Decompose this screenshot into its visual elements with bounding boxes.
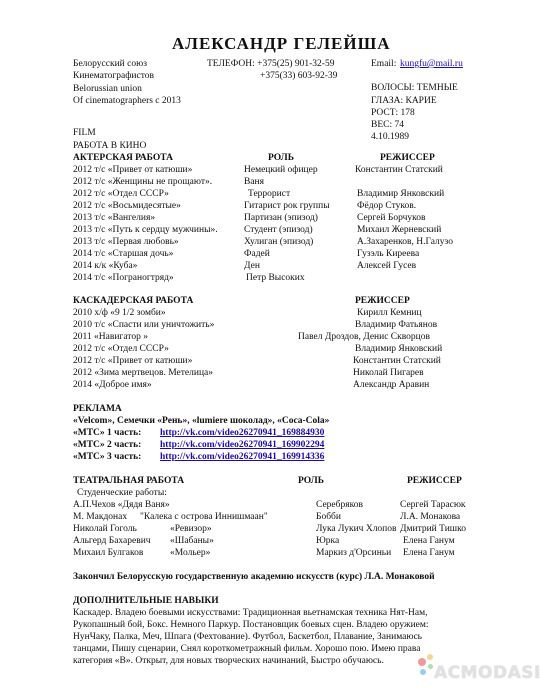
attribute-eyes: ГЛАЗА: КАРИЕ xyxy=(371,96,437,106)
watermark-text: ACMODASI xyxy=(434,663,541,683)
theatre-role: Серебряков xyxy=(316,500,363,510)
theatre-role: Лука Лукич Хлопов xyxy=(316,524,397,534)
theatre-author: М. Макдонах xyxy=(73,512,128,522)
acting-director: Сергей Борчуков xyxy=(357,213,426,223)
watermark-dot-icon xyxy=(428,664,433,669)
email-link[interactable]: kungfu@mail.ru xyxy=(400,59,463,69)
stunt-director: Александр Аравин xyxy=(353,380,430,390)
acting-work: 2014 к/к «Куба» xyxy=(73,261,138,271)
theatre-author: Михаил Булгаков xyxy=(73,548,144,558)
stunt-work: 2010 т/с «Спасти или уничтожить» xyxy=(73,320,215,330)
theatre-play: "Калека с острова Иннишмаан" xyxy=(140,512,268,522)
acting-work: 2012 т/с «Отдел СССР» xyxy=(73,189,169,199)
acting-role: Петр Высоких xyxy=(246,273,305,283)
stunt-director: Владимир Янковский xyxy=(355,344,443,354)
attribute-birthdate: 4.10.1989 xyxy=(371,132,409,142)
skills-line: НунЧаку, Палка, Меч, Шпага (Фехтование). Футбол, Баскетбол, Плавание, Занимаюсь xyxy=(73,632,423,642)
skills-header: ДОПОЛНИТЕЛЬНЫЕ НАВЫКИ xyxy=(73,596,219,606)
union-line: Белорусский союз xyxy=(73,59,147,69)
stunt-work: 2010 х/ф «9 1/2 зомби» xyxy=(73,308,166,318)
ad-label: «МТС» 1 часть: xyxy=(73,428,142,438)
acting-director: Фёдор Стуков. xyxy=(357,201,417,211)
stunt-director: Николай Пигарев xyxy=(353,368,424,378)
union-line: Belorussian union xyxy=(73,84,142,94)
theatre-role: Юрка xyxy=(316,536,340,546)
acting-work: 2013 т/с «Первая любовь» xyxy=(73,237,179,247)
stunt-director: Константин Статский xyxy=(353,356,441,366)
acting-work: 2013 т/с «Вангелия» xyxy=(73,213,156,223)
theatre-role: Бобби xyxy=(316,512,341,522)
acting-work: 2014 т/с «Старшая дочь» xyxy=(73,249,174,259)
acting-role: Фадей xyxy=(244,249,270,259)
theatre-author: Альгерд Бахаревич xyxy=(73,536,151,546)
acting-director: Владимир Янковский xyxy=(357,189,445,199)
acting-role: Хулиган (эпизод) xyxy=(244,237,314,247)
ad-video-link[interactable]: http://vk.com/video26270941_169902294 xyxy=(160,440,325,450)
theatre-play: «Ревизор» xyxy=(170,524,212,534)
acting-role: Террорист xyxy=(248,189,291,199)
theatre-header-role: РОЛЬ xyxy=(298,476,325,486)
acting-role: Партизан (эпизод) xyxy=(244,213,318,223)
acting-work: 2012 т/с «Женщины не прощают». xyxy=(73,177,213,187)
ad-video-link[interactable]: http://vk.com/video26270941_169884930 xyxy=(160,428,325,438)
watermark-dot-icon xyxy=(418,658,426,666)
stunt-work: 2014 «Доброе имя» xyxy=(73,380,152,390)
email-label: Email: xyxy=(371,59,397,69)
acting-director: Михаил Жерневский xyxy=(357,225,442,235)
acting-header-work: АКТЕРСКАЯ РАБОТА xyxy=(73,153,173,163)
skills-line: Каскадер. Владею боевыми искусствами: Традиционная вьетнамская техника Нят-Нам, xyxy=(73,608,428,618)
acting-header-role: РОЛЬ xyxy=(268,153,295,163)
attribute-hair: ВОЛОСЫ: ТЕМНЫЕ xyxy=(371,83,458,93)
acting-role: Студент (эпизод) xyxy=(244,225,313,235)
theatre-header-director: РЕЖИССЕР xyxy=(407,476,462,486)
acting-header-director: РЕЖИССЕР xyxy=(380,153,435,163)
acting-director: Константин Статский xyxy=(355,165,443,175)
theatre-header-work: ТЕАТРАЛЬНАЯ РАБОТА xyxy=(73,476,185,486)
theatre-author: Николай Гоголь xyxy=(73,524,137,534)
acting-work: 2012 т/с «Восьмидесятые» xyxy=(73,201,181,211)
ads-header: РЕКЛАМА xyxy=(73,404,122,414)
phone-primary: ТЕЛЕФОН: +375(25) 901-32-59 xyxy=(207,59,335,69)
acting-director: Алексей Гусев xyxy=(357,261,417,271)
stunt-work: 2012 т/с «Отдел СССР» xyxy=(73,344,169,354)
film-subtitle: РАБОТА В КИНО xyxy=(73,141,147,151)
theatre-director: Сергей Тарасюк xyxy=(400,500,466,510)
watermark-dot-icon xyxy=(420,669,426,675)
acting-role: Немецкий офицер xyxy=(244,165,318,175)
phone-secondary: +375(33) 603-92-39 xyxy=(260,71,338,81)
skills-line: Рукопашный бой, Бокс. Немного Паркур. Постановщик боевых сцен. Владею оружием: xyxy=(73,620,429,630)
film-label: FILM xyxy=(73,128,96,138)
acting-director: А.Захаренков, Н.Галузо xyxy=(357,237,453,247)
theatre-director: Л.А. Монакова xyxy=(400,512,461,522)
stunt-director: Владимир Фатьянов xyxy=(355,320,438,330)
theatre-director: Дмитрий Тишко xyxy=(400,524,466,534)
theatre-play: «Шабаны» xyxy=(170,536,214,546)
theatre-director: Елена Ганум xyxy=(403,548,455,558)
acting-work: 2013 т/с «Путь к сердцу мужчины». xyxy=(73,225,218,235)
page-title: АЛЕКСАНДР ГЕЛЕЙША xyxy=(172,34,391,53)
skills-line: танцами, Пишу сценарии, Снял короткометражный фильм. Хорошо пою. Имею права xyxy=(73,644,421,654)
acting-work: 2012 т/с «Привет от катюши» xyxy=(73,165,193,175)
acting-director: Гузэль Киреева xyxy=(357,249,420,259)
stunt-work: 2012 «Зима мертвецов. Метелица» xyxy=(73,368,214,378)
attribute-weight: ВЕС: 74 xyxy=(371,120,404,130)
stunt-director: Павел Дроздов, Денис Скворцов xyxy=(298,332,430,342)
acting-work: 2014 т/с «Пограногтряд» xyxy=(73,273,174,283)
ad-label: «МТС» 2 часть: xyxy=(73,440,142,450)
stunt-header-work: КАСКАДЕРСКАЯ РАБОТА xyxy=(73,296,194,306)
ad-label: «МТС» 3 часть: xyxy=(73,452,142,462)
attribute-height: РОСТ: 178 xyxy=(371,108,415,118)
watermark-logo xyxy=(414,652,541,694)
union-line: Of cinematographers c 2013 xyxy=(73,96,181,106)
theatre-director: Елена Ганум xyxy=(403,536,455,546)
watermark-dot-icon xyxy=(427,654,433,660)
ad-video-link[interactable]: http://vk.com/video26270941_169914336 xyxy=(160,452,325,462)
theatre-author: А.П.Чехов «Дядя Ваня» xyxy=(73,500,170,510)
stunt-work: 2012 т/с «Привет от катюши» xyxy=(73,356,193,366)
theatre-play: «Мольер» xyxy=(170,548,211,558)
theatre-role: Маркиз д'Орсиньи xyxy=(316,548,392,558)
education-line: Закончил Белорусскую государственную академию искусств (курс) Л.А. Монаковой xyxy=(73,572,435,582)
stunt-header-director: РЕЖИССЕР xyxy=(355,296,410,306)
ads-brands: «Velcom», Семечки «Рень», «lumiere шоколад», «Coca-Cola» xyxy=(73,416,330,426)
skills-line: категория «В». Открыт, для новых творческих начинаний, Быстро обучаюсь. xyxy=(73,656,384,666)
stunt-work: 2011 «Навигатор » xyxy=(73,332,148,342)
acting-role: Гитарист рок группы xyxy=(244,201,330,211)
acting-role: Ден xyxy=(244,261,260,271)
acting-role: Ваня xyxy=(244,177,265,187)
union-line: Кинематографистов xyxy=(73,71,154,81)
theatre-subtitle: Студенческие работы: xyxy=(77,488,167,498)
stunt-director: Кирилл Кемниц xyxy=(357,308,422,318)
